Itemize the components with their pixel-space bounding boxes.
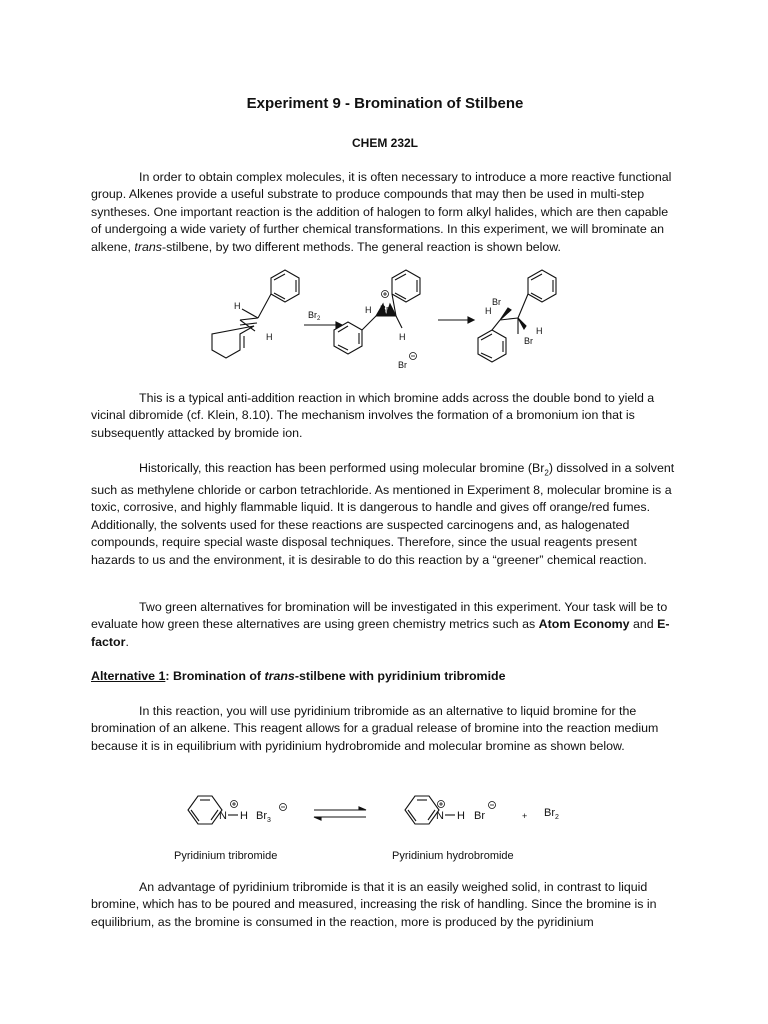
label-pyridinium-tribromide: Pyridinium tribromide [174, 850, 278, 862]
svg-text:H: H [240, 810, 248, 822]
paragraph-2: This is a typical anti-addition reaction in which bromine adds across the double bond to yield a vicinal dibromide (cf. Klein, 8.10). The mechanism involves the formation of a bromonium ion that is subsequently attacked by bromide ion. [91, 391, 655, 440]
svg-text:+: + [522, 811, 528, 821]
svg-text:N: N [219, 810, 227, 822]
paragraph-4: Two green alternatives for bromination will be investigated in this experiment. Your task will be to evaluate how green these alternatives are using green chemistry metrics such as Atom Economy and E-factor. [91, 600, 670, 649]
bromonium-intermediate-structure [334, 270, 420, 354]
tribromide-ion: $Br_3$ [256, 810, 271, 824]
h-label-5: H [485, 306, 492, 316]
h-label-1: H [234, 301, 241, 311]
pyridinium-equilibrium-scheme [170, 790, 590, 865]
label-pyridinium-hydrobromide: Pyridinium hydrobromide [392, 850, 514, 862]
paragraph-3: Historically, this reaction has been performed using molecular bromine $(Br_2)$ dissolved in a solvent such as methylene chloride or carbon tetrachloride. As mentioned in Experiment 8, molecular bromine is a toxic, corrosive, and highly flammable liquid. It is dangerous to handle and gives off orange/red fumes. Additionally, the solvents used for these reactions are suspected carcinogens and, as halogenated compounds, require special waste disposal techniques. Therefore, since the usual reagents present hazards to us and the environment, it is desirable to do this reaction by a “greener” chemical reaction. [91, 461, 675, 567]
pyridinium-ring-1 [188, 796, 222, 824]
h-label-2: H [266, 332, 273, 342]
bromide-ion: Br [398, 360, 407, 370]
product-br-2: Br [524, 336, 533, 346]
h-label-3: H [365, 305, 372, 315]
h-label-6: H [536, 326, 543, 336]
paragraph-5: In this reaction, you will use pyridinium tribromide as an alternative to liquid bromine for the bromination of an alkene. This reagent allows for a gradual release of bromine into the reaction medium because it is in equilibrium with pyridinium hydrobromide and molecular bromine as shown below. [91, 704, 659, 753]
svg-text:N: N [436, 810, 444, 822]
stilbene-bromination-scheme [200, 268, 570, 376]
trans-stilbene-structure [212, 270, 299, 358]
pyridinium-ring-2 [405, 796, 439, 824]
product-br-1: Br [492, 297, 501, 307]
svg-text:H: H [457, 810, 465, 822]
course-code: CHEM 232L [351, 136, 419, 150]
h-label-4: H [399, 332, 406, 342]
equilibrium-arrows [314, 807, 366, 820]
page-title: Experiment 9 - Bromination of Stilbene [246, 95, 524, 112]
paragraph-6: An advantage of pyridinium tribromide is that it is an easily weighed solid, in contrast to liquid bromine, which has to be poured and measured, increasing the risk of handling. Since the bromine is in equilibrium, as the bromine is consumed in the reaction, more is produced by the pyridinium [91, 880, 657, 929]
section-heading-alternative-1: Alternative 1: Bromination of trans-stilbene with pyridinium tribromide [91, 669, 506, 683]
reagent-br2: $Br_2$ [308, 310, 321, 322]
bromonium-br: Br [380, 304, 389, 314]
dibromide-product-structure [478, 270, 556, 362]
bromide-ion-2: Br [474, 810, 485, 822]
molecular-bromine: $Br_2$ [544, 807, 559, 821]
intro-paragraph: In order to obtain complex molecules, it is often necessary to introduce a more reactive functional group. Alkenes provide a useful substrate to produce compounds that may then be used in multi-step syntheses. One important reaction is the addition of halogen to form alkyl halides, which are then capable of undergoing a wide variety of further chemical transformations. In this experiment, we will brominate an alkene, trans-stilbene, by two different methods. The general reaction is shown below. [91, 170, 672, 254]
